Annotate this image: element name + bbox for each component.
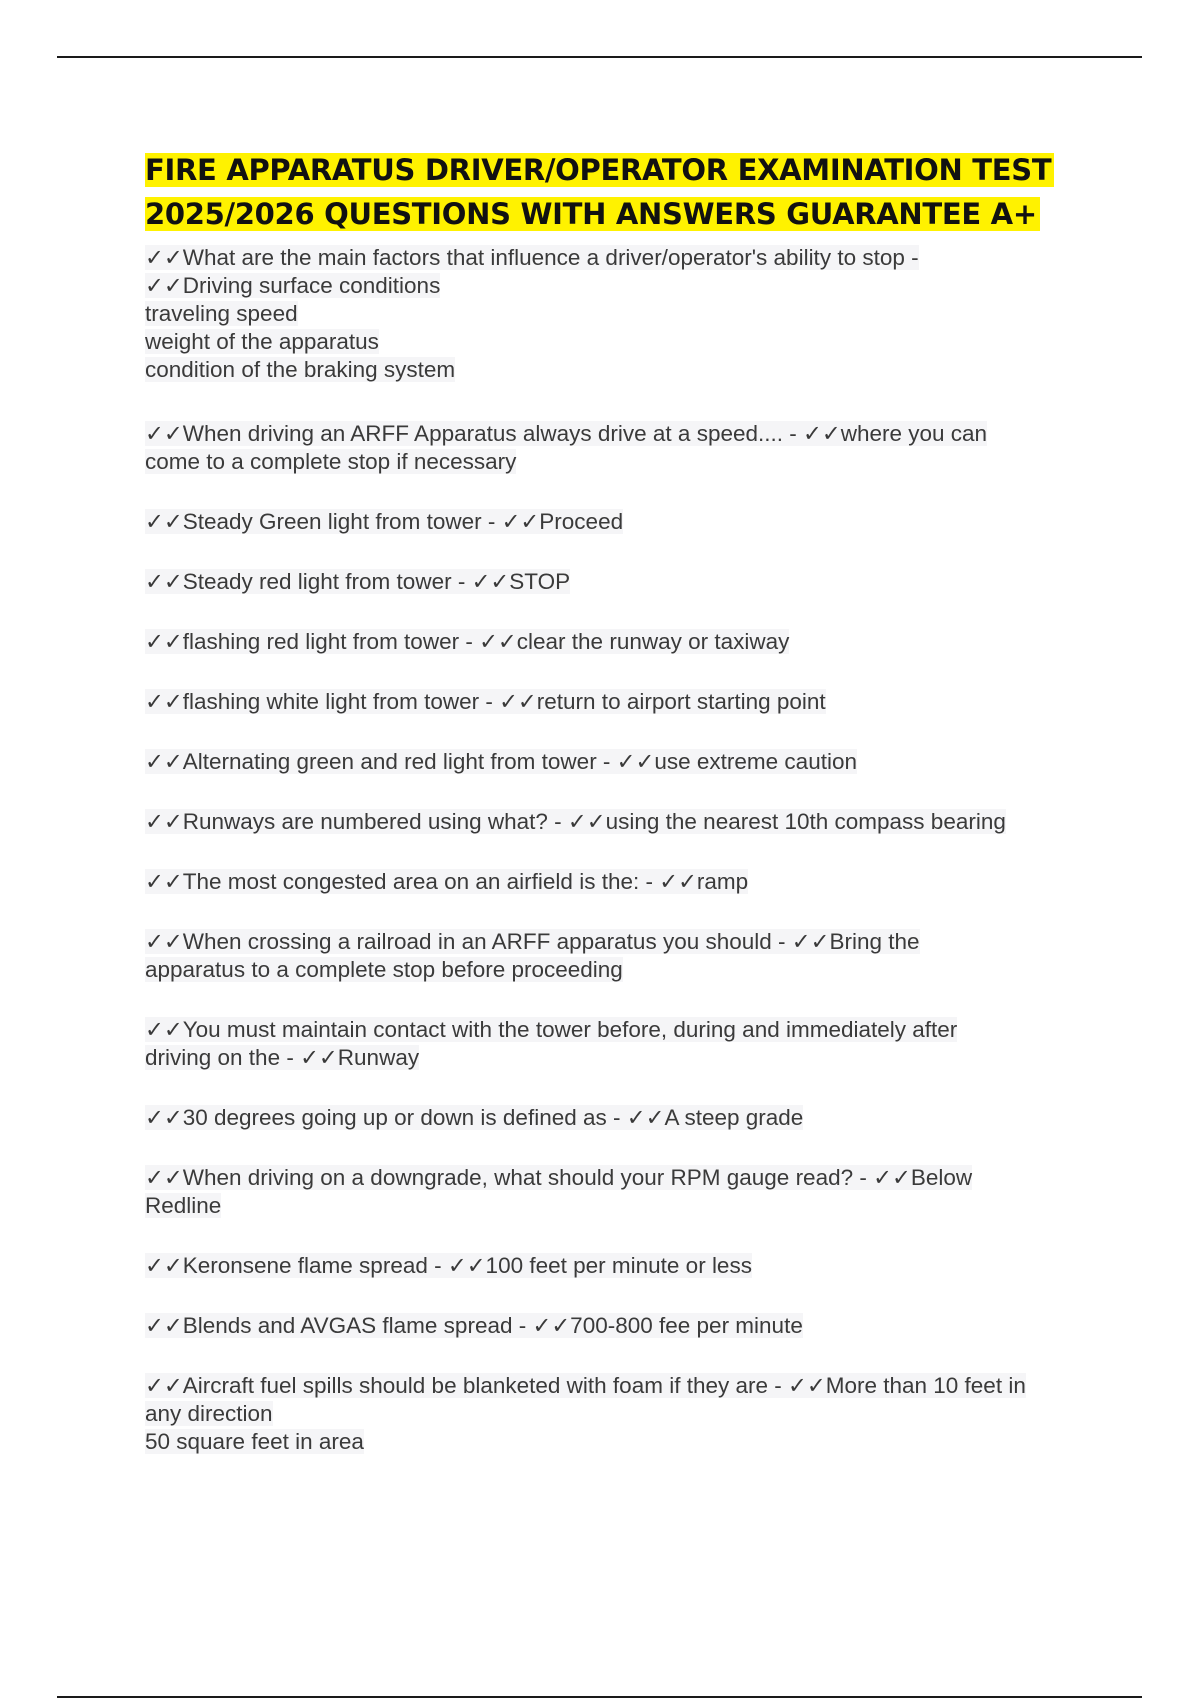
qa-line <box>145 356 1105 384</box>
qa-line-text: condition of the braking system <box>145 357 456 382</box>
qa-line-text: ✓✓Keronsene flame spread - ✓✓100 feet per minute or less <box>145 1253 752 1278</box>
title-line-2: 2025/2026 QUESTIONS WITH ANSWERS GUARANTEE A+ <box>145 197 1040 231</box>
qa-line <box>145 1428 1105 1456</box>
qa-item <box>145 1164 1105 1220</box>
qa-item <box>145 808 1105 836</box>
qa-line-text: ✓✓You must maintain contact with the tower before, during and immediately after <box>145 1017 958 1042</box>
qa-item <box>145 868 1105 896</box>
top-rule <box>57 56 1142 58</box>
qa-line-text: weight of the apparatus <box>145 329 379 354</box>
qa-line-text: ✓✓Steady Green light from tower - ✓✓Proceed <box>145 509 624 534</box>
qa-line <box>145 1312 1105 1340</box>
qa-line-text: ✓✓30 degrees going up or down is defined as - ✓✓A steep grade <box>145 1105 804 1130</box>
qa-line-text: ✓✓Driving surface conditions <box>145 273 441 298</box>
qa-line-text: ✓✓When driving on a downgrade, what should your RPM gauge read? - ✓✓Below <box>145 1165 973 1190</box>
qa-line-text: ✓✓Runways are numbered using what? - ✓✓using the nearest 10th compass bearing <box>145 809 1006 834</box>
qa-line <box>145 928 1105 956</box>
qa-line-text: ✓✓Aircraft fuel spills should be blanketed with foam if they are - ✓✓More than 10 feet in <box>145 1373 1026 1398</box>
qa-item <box>145 1104 1105 1132</box>
bottom-rule <box>57 1696 1142 1698</box>
qa-item <box>145 928 1105 984</box>
qa-line <box>145 628 1105 656</box>
qa-line <box>145 956 1105 984</box>
qa-line <box>145 1044 1105 1072</box>
qa-line-text: ✓✓Blends and AVGAS flame spread - ✓✓700-800 fee per minute <box>145 1313 803 1338</box>
qa-line <box>145 420 1105 448</box>
qa-item <box>145 244 1105 384</box>
qa-line <box>145 448 1105 476</box>
qa-item <box>145 748 1105 776</box>
qa-line <box>145 748 1105 776</box>
qa-line-text: ✓✓flashing white light from tower - ✓✓return to airport starting point <box>145 689 826 714</box>
qa-line <box>145 1016 1105 1044</box>
qa-line <box>145 1104 1105 1132</box>
title-line-1: FIRE APPARATUS DRIVER/OPERATOR EXAMINATION TEST <box>145 153 1054 187</box>
qa-line <box>145 1192 1105 1220</box>
qa-line <box>145 808 1105 836</box>
qa-line <box>145 272 1105 300</box>
qa-line <box>145 868 1105 896</box>
qa-item <box>145 1252 1105 1280</box>
qa-item <box>145 1372 1105 1456</box>
qa-line <box>145 244 1105 272</box>
qa-line-text: Redline <box>145 1193 222 1218</box>
qa-list <box>145 244 1105 1456</box>
qa-line-text: 50 square feet in area <box>145 1429 364 1454</box>
qa-line <box>145 1400 1105 1428</box>
qa-item <box>145 568 1105 596</box>
qa-line <box>145 328 1105 356</box>
qa-line <box>145 300 1105 328</box>
qa-line-text: ✓✓When driving an ARFF Apparatus always drive at a speed.... - ✓✓where you can <box>145 421 988 446</box>
qa-line-text: ✓✓Steady red light from tower - ✓✓STOP <box>145 569 571 594</box>
qa-line <box>145 1372 1105 1400</box>
qa-line <box>145 508 1105 536</box>
qa-line <box>145 688 1105 716</box>
qa-line-text: ✓✓When crossing a railroad in an ARFF apparatus you should - ✓✓Bring the <box>145 929 920 954</box>
qa-line-text: ✓✓The most congested area on an airfield is the: - ✓✓ramp <box>145 869 749 894</box>
qa-line-text: driving on the - ✓✓Runway <box>145 1045 420 1070</box>
qa-line <box>145 568 1105 596</box>
qa-item <box>145 628 1105 656</box>
qa-line-text: any direction <box>145 1401 273 1426</box>
qa-line-text: ✓✓flashing red light from tower - ✓✓clear the runway or taxiway <box>145 629 790 654</box>
qa-item <box>145 688 1105 716</box>
document-title <box>145 148 1105 236</box>
qa-line <box>145 1252 1105 1280</box>
qa-item <box>145 420 1105 476</box>
qa-line-text: come to a complete stop if necessary <box>145 449 517 474</box>
qa-item <box>145 1312 1105 1340</box>
qa-line-text: ✓✓What are the main factors that influence a driver/operator's ability to stop - <box>145 245 919 270</box>
qa-line <box>145 1164 1105 1192</box>
qa-line-text: traveling speed <box>145 301 298 326</box>
qa-line-text: ✓✓Alternating green and red light from tower - ✓✓use extreme caution <box>145 749 857 774</box>
qa-item <box>145 508 1105 536</box>
qa-line-text: apparatus to a complete stop before proceeding <box>145 957 623 982</box>
document-body <box>145 148 1105 1488</box>
qa-item <box>145 1016 1105 1072</box>
